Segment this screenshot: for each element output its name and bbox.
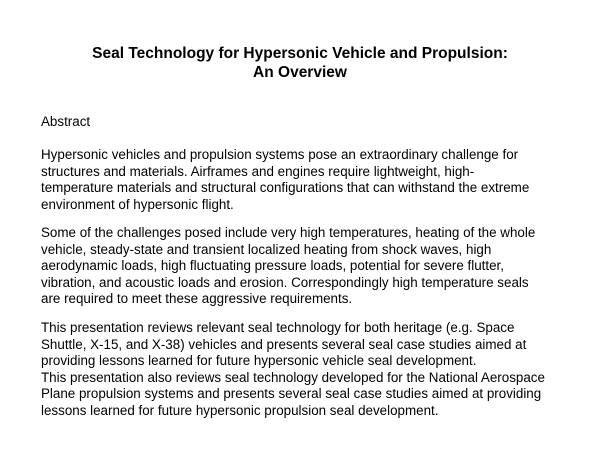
paragraph-line: temperature materials and structural configurations that can withstand the extreme bbox=[41, 180, 530, 195]
abstract-heading: Abstract bbox=[41, 114, 91, 129]
abstract-paragraph-1 bbox=[41, 147, 581, 213]
document-title bbox=[0, 44, 600, 82]
paragraph-line: Hypersonic vehicles and propulsion systems pose an extraordinary challenge for bbox=[41, 147, 519, 162]
title-line-1: Seal Technology for Hypersonic Vehicle and Propulsion: bbox=[92, 45, 508, 62]
abstract-paragraph-3 bbox=[41, 320, 581, 419]
paragraph-line: vibration, and acoustic loads and erosion. Correspondingly high temperature seals bbox=[41, 274, 529, 290]
paragraph-line: providing lessons learned for future hypersonic vehicle seal development. bbox=[41, 353, 477, 368]
abstract-paragraph-2 bbox=[41, 225, 581, 308]
paragraph-line: vehicle, steady-state and transient localized heating from shock waves, high bbox=[41, 241, 492, 257]
paragraph-line: This presentation also reviews seal technology developed for the National Aerospace bbox=[41, 369, 545, 385]
paragraph-line: structures and materials. Airframes and engines require lightweight, high- bbox=[41, 163, 475, 179]
paragraph-line: lessons learned for future hypersonic propulsion seal development. bbox=[41, 402, 439, 418]
paragraph-line: Shuttle, X-15, and X-38) vehicles and presents several seal case studies aimed at bbox=[41, 336, 527, 352]
paragraph-line: This presentation reviews relevant seal technology for both heritage (e.g. Space bbox=[41, 320, 515, 335]
paragraph-line: environment of hypersonic flight. bbox=[41, 196, 234, 212]
paragraph-line: are required to meet these aggressive requirements. bbox=[41, 291, 353, 306]
paragraph-line: Some of the challenges posed include very high temperatures, heating of the whole bbox=[41, 225, 536, 240]
title-line-2: An Overview bbox=[253, 64, 347, 81]
paragraph-line: aerodynamic loads, high fluctuating pressure loads, potential for severe flutter, bbox=[41, 258, 504, 273]
paragraph-line: Plane propulsion systems and presents several seal case studies aimed at providing bbox=[41, 386, 542, 401]
